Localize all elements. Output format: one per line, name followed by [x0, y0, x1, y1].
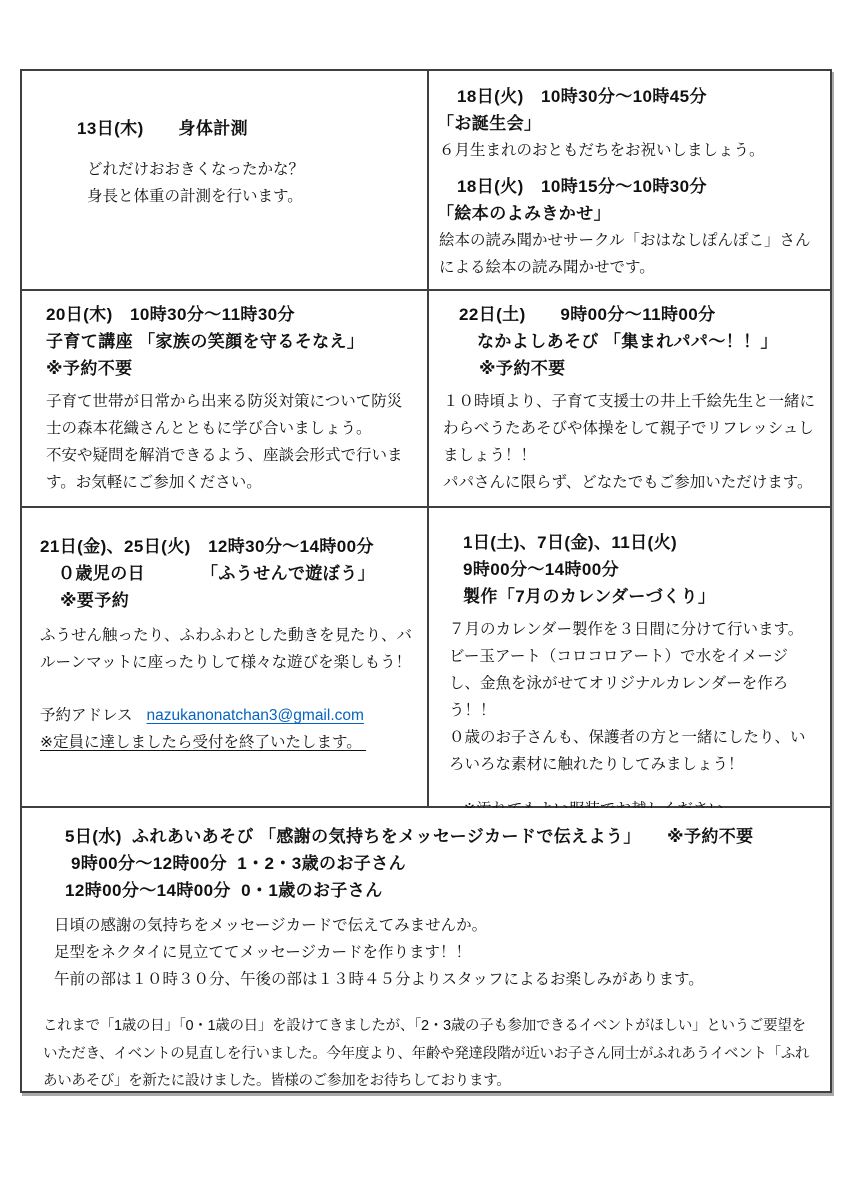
event-description-line: １０時頃より、子育て支援士の井上千絵先生と一緒にわらべうたあそびや体操をして親子でリフレッシュしましょう！！	[443, 393, 816, 464]
event-time: 22日(土) 9時00分～11時00分	[459, 305, 716, 324]
reservation-address-line	[40, 702, 413, 729]
event-title: 子育て講座 「家族の笑顔を守るそなえ」	[46, 332, 365, 351]
event-cell-birthday-and-storytime	[429, 71, 830, 289]
event-cell-fureai-asobi	[22, 808, 830, 1091]
event-time: 21日(金)、25日(火) 12時30分～14時00分	[40, 537, 374, 556]
event-cell-papa-asobi	[429, 291, 830, 506]
event-description-line: ７月のカレンダー製作を３日間に分けて行います。	[449, 621, 804, 638]
event-title: 「絵本のよみきかせ」	[437, 204, 611, 223]
reservation-badge: ※予約不要	[479, 359, 566, 378]
event-birthday	[437, 83, 818, 164]
event-description-line: 絵本の読み聞かせサークル「おはなしぽんぽこ」さんによる絵本の読み聞かせです。	[439, 232, 811, 276]
schedule-table	[20, 69, 832, 1093]
capacity-note: ※定員に達しましたら受付を終了いたします。	[40, 734, 367, 751]
event-dates: 1日(土)、7日(金)、11日(火)	[463, 533, 678, 552]
event-time: 18日(火) 10時30分～10時45分	[457, 87, 707, 106]
event-description-line: どれだけおおきくなったかな？	[87, 161, 305, 178]
reservation-email-link[interactable]: nazukanonatchan3@gmail.com	[146, 707, 364, 724]
event-description-line: 日頃の感謝の気持ちをメッセージカードで伝えてみませんか。	[54, 917, 488, 934]
event-cell-balloon-day	[22, 508, 427, 806]
event-cell-parenting-lecture	[22, 291, 427, 506]
event-description-line: ０歳のお子さんも、保護者の方と一緒にしたり、いろいろな素材に触れたりしてみましょう！	[449, 729, 806, 773]
event-timeslot: 9時00分～12時00分 1・2・3歳のお子さん	[71, 854, 406, 873]
event-description-line: ビー玉アート（コロコロアート）で水をイメージし、金魚を泳がせてオリジナルカレンダーを作ろう！！	[449, 648, 789, 719]
program-change-note: これまで「1歳の日」「0・1歳の日」を設けてきましたが、「2・3歳の子も参加できるイベントがほしい」というご要望をいただき、イベントの見直しを行いました。今年度より、年齢や発達段階が近いお子さん同士がふれあうイベント「ふれあいあそび」を新たに設けました。皆様のご参加をお待ちしております。	[43, 1018, 810, 1089]
event-title: 製作「7月のカレンダーづくり」	[463, 587, 716, 606]
reservation-badge: ※要予約	[60, 591, 130, 610]
event-day-label: ０歳児の日	[58, 564, 145, 583]
reservation-badge: ※予約不要	[46, 359, 133, 378]
event-description-line: 午前の部は１０時３０分、午後の部は１３時４５分よりスタッフによるお楽しみがあります。	[54, 971, 704, 988]
event-description-line: 不安や疑問を解消できるよう、座談会形式で行います。お気軽にご参加ください。	[46, 447, 403, 491]
event-cell-body-measurement	[22, 71, 427, 289]
event-timeslot: 12時00分～14時00分 0・1歳のお子さん	[65, 881, 383, 900]
event-title: 13日(木) 身体計測	[77, 119, 249, 138]
event-description-line: ふうせん触ったり、ふわふわとした動きを見たり、バルーンマットに座ったりして様々な遊びを楽しもう！	[40, 627, 413, 671]
event-time: 20日(木) 10時30分～11時30分	[46, 305, 295, 324]
event-title: なかよしあそび 「集まれパパ～！！」	[477, 332, 778, 351]
event-title: 「ふうせんで遊ぼう」	[201, 564, 375, 583]
event-title-line	[40, 560, 413, 587]
event-title: 「お誕生会」	[437, 114, 542, 133]
reservation-address-label: 予約アドレス	[40, 707, 133, 724]
event-description-line: パパさんに限らず、どなたでもご参加いただけます。	[443, 474, 813, 491]
event-time: 9時00分～14時00分	[463, 560, 619, 579]
event-description-line: ６月生まれのおともだちをお祝いしましょう。	[439, 142, 765, 159]
event-description-line: 身長と体重の計測を行います。	[87, 188, 303, 205]
event-description-line: 子育て世帯が日常から出来る防災対策について防災士の森本花織さんとともに学び合いましょう。	[46, 393, 403, 437]
event-description-line: 足型をネクタイに見立ててメッセージカードを作ります！！	[54, 944, 471, 961]
event-cell-calendar-craft	[429, 508, 830, 806]
event-header: 5日(水) ふれあいあそび 「感謝の気持ちをメッセージカードで伝えよう」 ※予約不要	[65, 827, 754, 846]
event-time: 18日(火) 10時15分～10時30分	[457, 177, 707, 196]
event-storytime	[437, 173, 818, 281]
